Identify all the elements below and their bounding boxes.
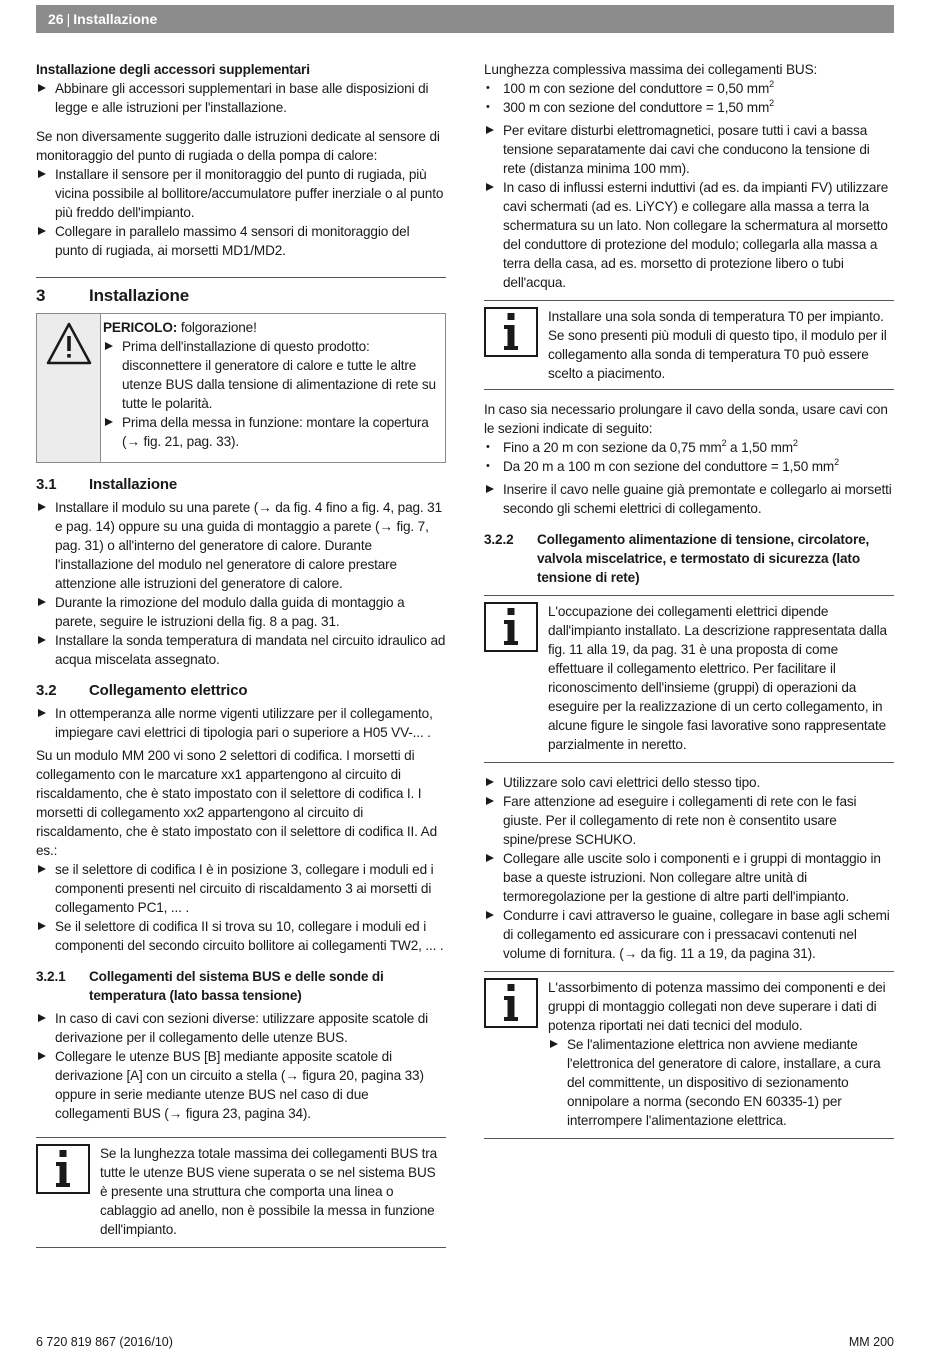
info-box [484,596,894,754]
page-header [36,5,894,33]
info-divider-bottom [484,389,894,390]
right-column [484,60,894,1139]
info-icon [484,602,538,652]
list-item: Collegare in parallelo massimo 4 sensori di monitoraggio del punto di rugiada, ai morsetti MD1/MD2. [36,222,446,260]
danger-heading [103,318,439,337]
header-section: Installazione [73,11,158,27]
section-3-2-2-heading [484,530,894,587]
list-item: • 100 m con sezione del conduttore = 0,50 $mm^2$ [484,79,894,98]
section-number: 3.2 [36,682,57,699]
list-item: • 300 m con sezione del conduttore = 1,50 $mm^2$ [484,98,894,117]
list-item: Utilizzare solo cavi elettrici dello stesso tipo. [484,773,894,792]
info-box [484,301,894,383]
list-item: • Fino a 20 m con sezione da 0,75 $mm^2$ a 1,50 $mm^2$ [484,438,894,457]
info-icon [484,307,538,357]
bus-intro: Lunghezza complessiva massima dei collegamenti BUS: [484,62,818,77]
list-item: Prima dell'installazione di questo prodotto: disconnettere il generatore di calore e tutte le altre utenze BUS dalla tensione di alimentazione di rete su tutte le polarità. [103,337,439,413]
info-icon [36,1144,90,1194]
section-number: 3.2.1 [36,969,66,984]
list-item: Inserire il cavo nelle guaine già premontate e collegarlo ai morsetti secondo gli schemi elettrici di collegamento. [484,480,894,518]
danger-label-rest: folgorazione! [177,320,257,335]
list-item: Installare il sensore per il monitoraggio del punto di rugiada, più vicina possibile al bollitore/accumulatore puffer inerziale o al punto più freddo dell'impianto. [36,165,446,222]
section-number: 3 [36,286,46,305]
info-divider-bottom [484,762,894,763]
list-item: • Da 20 m a 100 m con sezione del conduttore = 1,50 $mm^2$ [484,457,894,476]
list-item: Fare attenzione ad eseguire i collegamenti di rete con le fasi giuste. Per il collegamento di rete non è consentito usare spine/prese SCHUKO. [484,792,894,849]
section-title: Collegamento elettrico [89,682,248,699]
section-3-heading [36,286,446,305]
list-item: Condurre i cavi attraverso le guaine, collegare in base agli schemi di collegamento ed assicurare con i pressacavi contenuti nel volume di fornitura. (→ da fig. 11 a 19, da pagina 31). [484,906,894,963]
danger-label: PERICOLO: [103,320,178,335]
info-box [36,1138,446,1239]
info-divider-bottom [36,1247,446,1248]
list-item: Se l'alimentazione elettrica non avviene mediante l'elettronica del generatore di calore, installare, a cura del committente, un dispositivo di sezionamento onnipolare a norma (secondo EN 60335-1) per interrompere l'alimentazione elettrica. [548,1035,894,1130]
info-icon [484,978,538,1028]
list-item: Per evitare disturbi elettromagnetici, posare tutti i cavi a bassa tensione separatamente dai cavi che conducono la tensione di rete (distanza minima 100 mm). [484,121,894,178]
section-title: Installazione [89,286,190,305]
list-item: In caso di influssi esterni induttivi (ad es. da impianti FV) utilizzare cavi schermati (ad es. LiYCY) e collegare alla massa a terra la schermatura su un lato. Non collegare la schermatura al morsetto del conduttore di protezione del modulo; collegarla alla massa a terra della casa, ad es. morsetto di protezione libero o tubi dell'acqua. [484,178,894,292]
section-3-2-1-heading [36,967,446,1005]
list-item: Se il selettore di codifica II si trova su 10, collegare i moduli ed i componenti del secondo circuito bollitore ai collegamenti TW2, ... . [36,917,446,955]
section-title: Collegamenti del sistema BUS e delle sonde di temperatura (lato bassa tensione) [89,969,384,1003]
list-item: Prima della messa in funzione: montare la copertura (→ fig. 21, pag. 33). [103,413,439,451]
list-item: Collegare alle uscite solo i componenti e i gruppi di montaggio in base a queste istruzioni. Non collegare altre unità di termoregolazione per la gestione di altre parti dell'impianto. [484,849,894,906]
warning-triangle-icon [37,314,101,462]
info-divider-bottom [484,1138,894,1139]
list-item: In ottemperanza alle norme vigenti utilizzare per il collegamento, impiegare cavi elettrici di tipologia pari o superiore a H05 VV-... . [36,704,446,742]
section-3-2-heading [36,681,446,700]
sonda-intro: In caso sia necessario prolungare il cavo della sonda, usare cavi con le sezioni indicate di seguito: [484,402,888,436]
danger-box [36,313,446,463]
list-item: Durante la rimozione del modulo dalla guida di montaggio a parete, seguire le istruzioni della fig. 8 a pag. 31. [36,593,446,631]
rugiada-intro: Se non diversamente suggerito dalle istruzioni dedicate al sensore di monitoraggio del punto di rugiada o della pompa di calore: [36,129,440,163]
list-item: Collegare le utenze BUS [B] mediante apposite scatole di derivazione [A] con un circuito a stella (→ figura 20, pagina 33) oppure in serie mediante utenze BUS nel caso di due collegamenti BUS (→ figura 23, pagina 34). [36,1047,446,1123]
section-title: Collegamento alimentazione di tensione, circolatore, valvola miscelatrice, e termostato di sicurezza (lato tensione di rete) [537,532,870,585]
section-title: Installazione [89,476,178,493]
list-item: Installare il modulo su una parete (→ da fig. 4 fino a fig. 4, pag. 31 e pag. 14) oppure su una guida di montaggio a parete (→ fig. 7, pag. 31) o all'interno del generatore di calore. Durante l'installazione del modulo nel generatore di calore prestare attenzione alle istruzioni del generatore di calore. [36,498,446,593]
section-number: 3.2.2 [484,532,514,547]
section-divider [36,277,446,278]
info-text: L'assorbimento di potenza massimo dei componenti e dei gruppi di montaggio collegati non deve superare i dati di potenza riportati nei dati tecnici del modulo. [548,980,886,1033]
left-column [36,60,446,1248]
page-number: 26 [48,11,64,27]
section-number: 3.1 [36,476,57,493]
list-item: In caso di cavi con sezioni diverse: utilizzare apposite scatole di derivazione per il collegamento delle utenze BUS. [36,1009,446,1047]
footer-product: MM 200 [848,1335,894,1349]
list-item: Installare la sonda temperatura di mandata nel circuito idraulico ad acqua miscelata assegnato. [36,631,446,669]
coding-paragraph: Su un modulo MM 200 vi sono 2 selettori di codifica. I morsetti di collegamento con le marcature xx1 appartengono al circuito di riscaldamento, che è stato impostato con il selettore di codifica I. I morsetti di collegamento xx2 appartengono al circuito di riscaldamento, che è stato impostato con il selettore di codifica II. Ad es.: [36,748,438,858]
info-text: Installare una sola sonda di temperatura T0 per impianto. Se sono presenti più moduli di questo tipo, il modulo per il collegamento alla sonda di temperatura T0 può essere scelto a piacimento. [548,309,887,381]
footer-doc-number: 6 720 819 867 (2016/10) [36,1335,173,1349]
list-item: se il selettore di codifica I è in posizione 3, collegare i moduli ed i componenti presenti nel circuito di riscaldamento 3 ai morsetti di collegamento PC1, ... . [36,860,446,917]
info-text: L'occupazione dei collegamenti elettrici dipende dall'impianto installato. La descrizione rappresentata dalla fig. 11 alla 19, da pag. 31 è una proposta di come effettuare il collegamento elettrico. Per facilitare il riconoscimento dell'insieme (gruppi) di operazioni da eseguire per la realizzazione di un certo collegamento, in alcune figure le singole fasi lavorative sono rappresentate parzialmente in neretto. [548,604,887,752]
section-3-1-heading [36,475,446,494]
info-box [484,972,894,1130]
header-separator: | [66,11,71,27]
accessori-title: Installazione degli accessori supplementari [36,62,310,77]
list-item: Abbinare gli accessori supplementari in base alle disposizioni di legge e alle istruzioni per l'installazione. [36,79,446,117]
info-text: Se la lunghezza totale massima dei collegamenti BUS tra tutte le utenze BUS viene superata o se nel sistema BUS è presente una struttura che comporta una linea o cablaggio ad anello, non è possibile la messa in funzione dell'impianto. [100,1146,438,1237]
